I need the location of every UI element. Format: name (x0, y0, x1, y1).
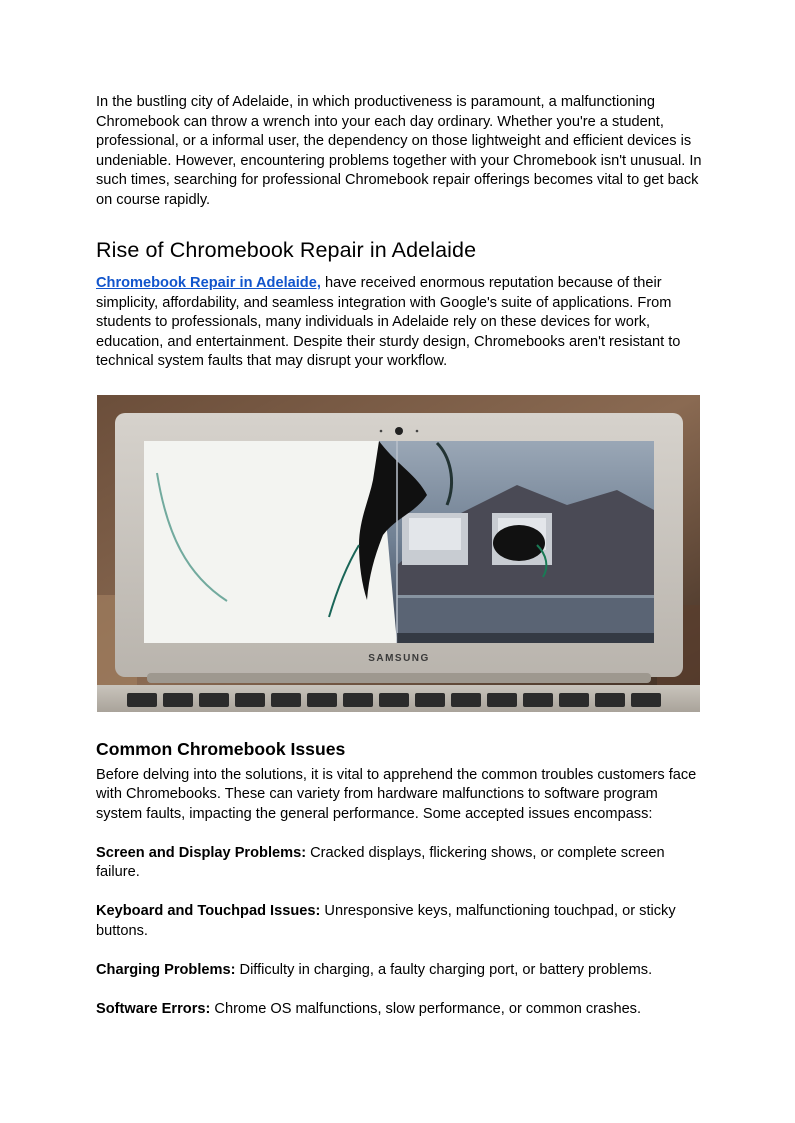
issue-text: Chrome OS malfunctions, slow performance, or common crashes. (210, 1000, 642, 1017)
laptop-brand-label: SAMSUNG (368, 652, 430, 664)
chromebook-repair-link[interactable]: Chromebook Repair in Adelaide, (96, 275, 321, 291)
issues-intro-paragraph: Before delving into the solutions, it is vital to apprehend the common troubles customers face with Chromebooks. These can variety from hardware malfunctions to software program system faults, impacting the general performance. Some accepted issues encompass: (96, 766, 697, 822)
issue-title: Screen and Display Problems: (96, 844, 307, 861)
issue-text: Unresponsive keys, malfunctioning touchpad, or sticky buttons. (96, 903, 676, 939)
rise-paragraph-text: have received enormous reputation because of their simplicity, affordability, and seamless integration with Google's suite of applications. From students to professionals, many individuals in Adelaide rely on these devices for work, education, and entertainment. Despite their sturdy design, Chromebooks aren't resistant to technical system faults that may disrupt your workflow. (96, 275, 681, 369)
issue-item (96, 961, 706, 981)
issue-item (96, 902, 706, 941)
broken-chromebook-photo (97, 395, 700, 712)
issue-text: Difficulty in charging, a faulty charging port, or battery problems. (235, 961, 653, 978)
issue-title: Charging Problems: (96, 961, 236, 978)
document-page (96, 93, 706, 1019)
issue-title: Keyboard and Touchpad Issues: (96, 903, 321, 919)
rise-paragraph (96, 274, 706, 372)
issue-text: Cracked displays, flickering shows, or complete screen failure. (96, 844, 665, 880)
section-heading-rise: Rise of Chromebook Repair in Adelaide (96, 238, 477, 262)
section-heading-issues: Common Chromebook Issues (96, 738, 346, 759)
issue-item (96, 844, 706, 883)
issue-title: Software Errors: (96, 1000, 211, 1017)
issue-item (96, 1000, 706, 1020)
intro-paragraph: In the bustling city of Adelaide, in which productiveness is paramount, a malfunctioning Chromebook can throw a wrench into your each day ordinary. Whether you're a student, professional, or a informal user, the dependency on those lightweight and efficient devices is undeniable. However, encountering problems together with your Chromebook isn't unusual. In such times, searching for professional Chromebook repair offerings becomes vital to get back on course rapidly. (96, 94, 702, 208)
